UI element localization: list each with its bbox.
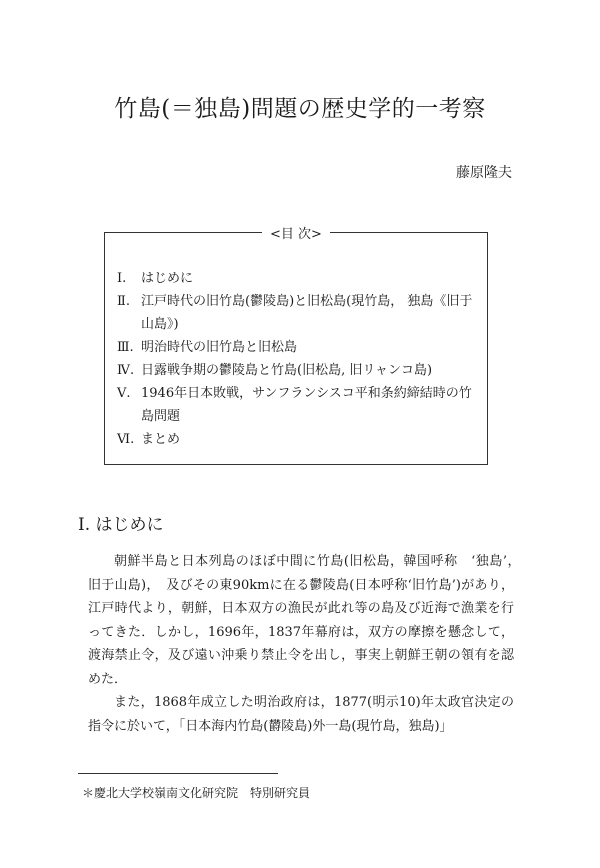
toc-item: Ⅲ. 明治時代の旧竹島と旧松島 (117, 340, 298, 355)
toc-heading: <目 次> (105, 223, 487, 242)
table-of-contents (104, 227, 488, 465)
toc-item: Ⅱ. 江戸時代の旧竹島(鬱陵島)と旧松島(現竹島， 独島《旧于山島》) (117, 294, 473, 332)
toc-list (117, 267, 479, 451)
body-text (88, 550, 528, 738)
footnote: ＊慶北大学校嶺南文化研究院 特別研究員 (82, 786, 311, 800)
author-name: 藤原隆夫 (456, 165, 512, 181)
paragraph: 朝鮮半島と日本列島のほぼ中間に竹島(旧松島，韓国呼称 ‘独島’， 旧于山島)， 及びその東90kmに在る鬱陵島(日本呼称‘旧竹島’)があり，江戸時代より，朝鮮，日本双方の漁民が此れ等の島及び近海で漁業を行ってきた．しかし，1696年，1837年幕府は，双方の摩擦を懸念して，渡海禁止令，及び遠い沖乗り禁止令を出し，事実上朝鮮王朝の領有を認めた． (88, 554, 528, 687)
section-heading: I. はじめに (78, 515, 164, 535)
toc-item: Ⅰ. はじめに (117, 271, 194, 286)
toc-item: Ⅴ. 1946年日本敗戦，サンフランシスコ平和条約締結時の竹島問題 (117, 386, 472, 424)
paragraph: また，1868年成立した明治政府は，1877(明示10)年太政官決定の指令に於いて，「日本海内竹島(欝陵島)外一島(現竹島，独島)」 (88, 695, 514, 734)
toc-item: Ⅳ. 日露戦争期の鬱陵島と竹島(旧松島, 旧リャンコ島) (117, 363, 433, 378)
toc-item: Ⅵ. まとめ (117, 432, 181, 447)
footnote-divider (78, 773, 278, 774)
paper-title: 竹島(＝独島)問題の歴史学的一考察 (114, 96, 486, 122)
